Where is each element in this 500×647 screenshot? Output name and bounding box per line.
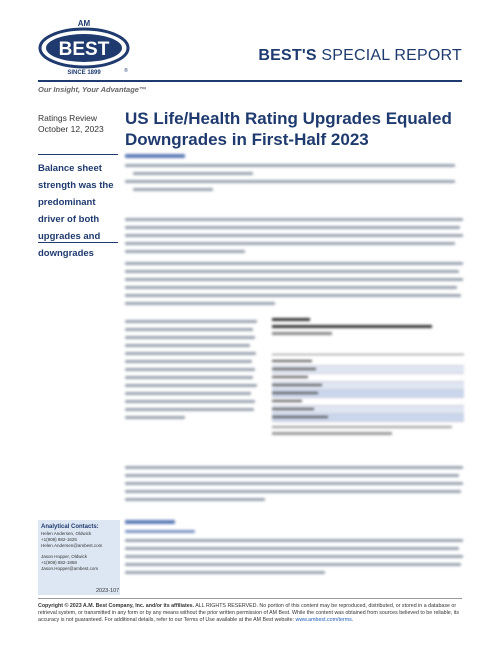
body-section — [125, 520, 465, 579]
contact-email-link[interactable]: Helen.Andersen@ambest.com — [41, 543, 103, 549]
sidebar-callout-text: Balance sheet strength was the predominant driver of both upgrades and downgrades — [38, 163, 114, 259]
copyright-bold: Copyright © 2023 A.M. Best Company, Inc. and/or its affiliates. — [38, 603, 195, 609]
copyright-text: ALL RIGHTS RESERVED. No portion of this content may be reproduced, distributed, or stored in a database or retrieval system, or transmitted in any form or by any means without the prior written permission of AM Best. While the content was obtained from sources believed to be reliable, its accuracy is not guaranteed. For additional details, refer to our Terms of Use available at the AM Best website: — [38, 603, 459, 623]
body-paragraph — [125, 466, 465, 506]
logo-am-text: AM — [77, 19, 91, 28]
sidebar-callout — [38, 154, 118, 259]
report-category: Ratings Review — [38, 113, 98, 123]
logo-brand-text: BEST — [58, 39, 110, 60]
exhibit-table — [272, 318, 464, 435]
body-paragraph — [125, 218, 465, 310]
copyright-notice — [38, 603, 462, 624]
report-type-heading — [258, 47, 462, 65]
logo-registered-mark: ® — [124, 68, 128, 74]
contact-phone: +1(908) 882-1625 — [41, 537, 77, 543]
contacts-heading: Analytical Contacts: — [41, 524, 99, 530]
report-meta — [38, 113, 104, 135]
document-number: 2023-107 — [96, 588, 120, 594]
report-type-rest: SPECIAL REPORT — [316, 47, 462, 64]
am-best-logo — [38, 17, 130, 75]
body-paragraph — [125, 320, 260, 424]
terms-of-use-link[interactable]: www.ambest.com/terms — [295, 617, 352, 623]
header-divider — [38, 80, 462, 82]
key-takeaways-block — [125, 154, 465, 196]
tagline: Our Insight, Your Advantage™ — [38, 85, 147, 94]
report-date: October 12, 2023 — [38, 124, 104, 134]
page-title: US Life/Health Rating Upgrades Equaled Downgrades in First-Half 2023 — [125, 109, 452, 149]
copyright-end: . — [351, 617, 354, 623]
contact-name: Helen Andersen, Oldwick — [41, 531, 92, 536]
contact-email-link[interactable]: Jason.Hopper@ambest.com — [41, 566, 99, 572]
contact-phone: +1(908) 882-1858 — [41, 559, 77, 565]
footer-divider — [38, 598, 462, 599]
report-type-bold: BEST'S — [258, 47, 317, 64]
contact-name: Jason Hopper, Oldwick — [41, 553, 88, 559]
logo-since-text: SINCE 1899 — [67, 70, 101, 75]
analytical-contacts-box — [38, 520, 120, 595]
